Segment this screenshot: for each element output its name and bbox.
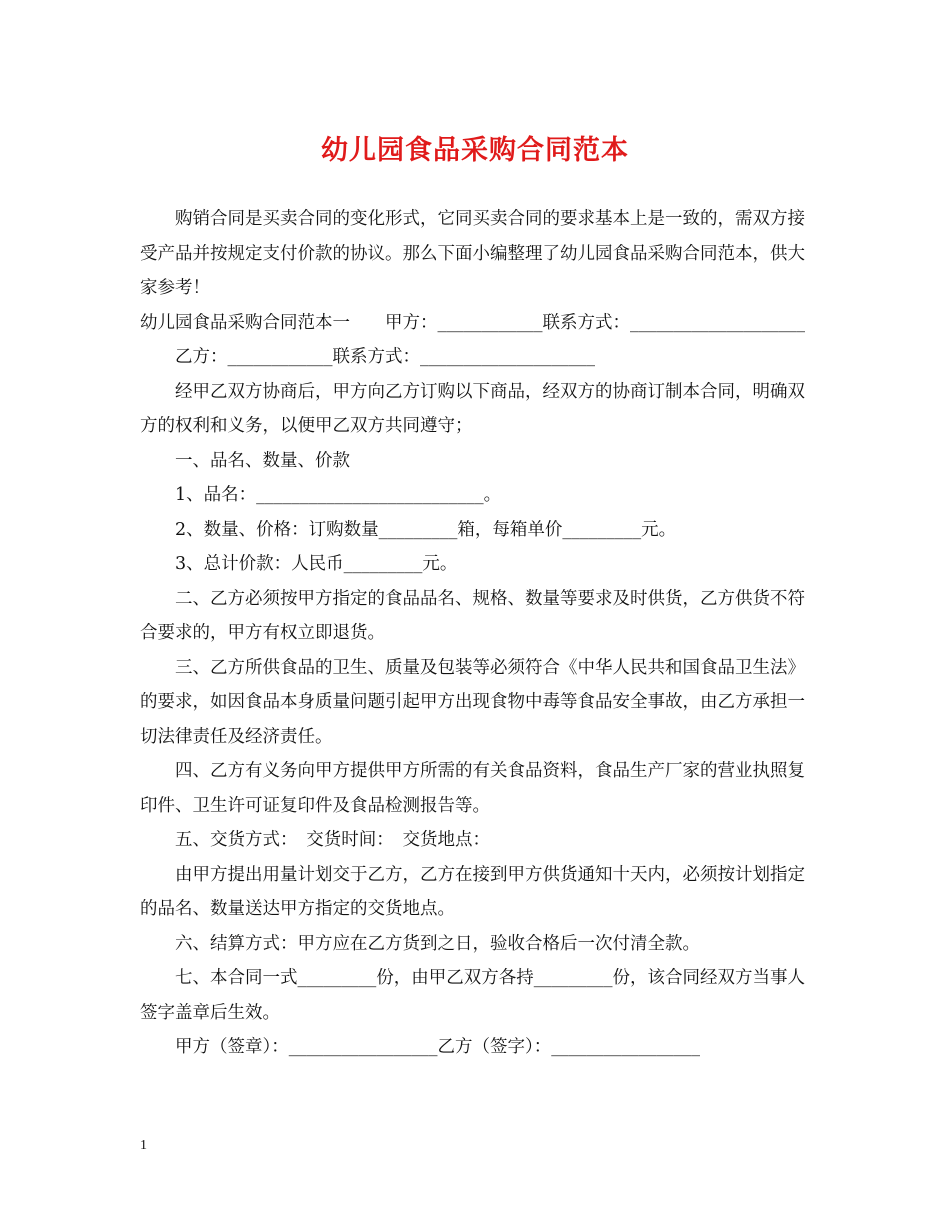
total-price-line: 3、总计价款：人民币_________元。: [175, 554, 458, 574]
clause-3: 三、乙方所供食品的卫生、质量及包装等必须符合《中华人民共和国食品卫生法》的要求，如因食品本身质量问题引起甲方出现食物中毒等食品安全事故，由乙方承担一切法律责任及经济责任。: [140, 657, 805, 747]
clause-5-body: 由甲方提出用量计划交于乙方，乙方在接到甲方供货通知十天内，必须按计划指定的品名、数量送达甲方指定的交货地点。: [140, 864, 805, 919]
clause-4: 四、乙方有义务向甲方提供甲方所需的有关食品资料，食品生产厂家的营业执照复印件、卫生许可证复印件及食品检测报告等。: [140, 761, 805, 816]
clause-7: 七、本合同一式_________份，由甲乙双方各持_________份，该合同经双方当事人签字盖章后生效。: [140, 968, 805, 1023]
agreement-paragraph: 经甲乙双方协商后，甲方向乙方订购以下商品，经双方的协商订制本合同，明确双方的权利和义务，以便甲乙双方共同遵守；: [140, 381, 805, 436]
item-name-line: 1、品名：__________________________。: [175, 485, 502, 505]
document-title: 幼儿园食品采购合同范本: [321, 135, 629, 166]
page-number: 1: [140, 1138, 147, 1153]
signature-line: 甲方（签章）：_________________乙方（签字）：_________________: [175, 1037, 700, 1057]
clause-5-heading: 五、交货方式： 交货时间： 交货地点：: [175, 830, 490, 850]
intro-paragraph: 购销合同是买卖合同的变化形式，它同买卖合同的要求基本上是一致的，需双方接受产品并按规定支付价款的协议。那么下面小编整理了幼儿园食品采购合同范本，供大家参考！: [140, 209, 805, 298]
section-heading-1: 一、品名、数量、价款: [175, 450, 350, 471]
clause-2: 二、乙方必须按甲方指定的食品品名、规格、数量等要求及时供货，乙方供货不符合要求的，甲方有权立即退货。: [140, 588, 805, 643]
contract-parties-a: 幼儿园食品采购合同范本一 甲方：____________联系方式：____________________: [140, 312, 805, 333]
contract-parties-b: 乙方：____________联系方式：____________________: [175, 347, 595, 367]
clause-6: 六、结算方式：甲方应在乙方货到之日，验收合格后一次付清全款。: [175, 933, 700, 954]
quantity-price-line: 2、数量、价格：订购数量_________箱，每箱单价_________元。: [175, 519, 677, 540]
document-body: [140, 202, 812, 1065]
